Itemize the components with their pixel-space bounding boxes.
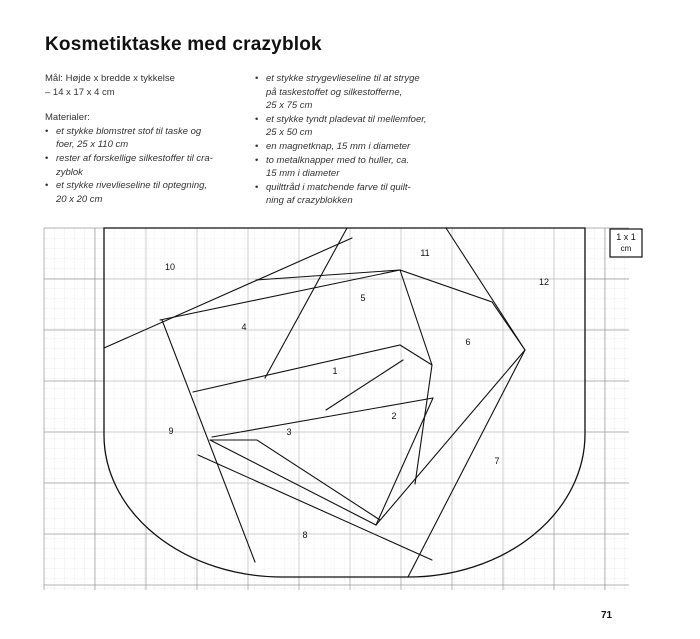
material-text: • to metalknapper med to huller, ca. [266, 154, 410, 166]
material-text: • et stykke blomstret stof til taske og [56, 125, 202, 137]
piece-number: 8 [302, 530, 308, 540]
material-text: ning af crazyblokken [266, 195, 353, 207]
page-title: Kosmetiktaske med crazyblok [45, 34, 322, 55]
piece-number: 5 [360, 293, 366, 303]
scale-label: cm [620, 244, 632, 253]
piece-number: 3 [286, 427, 292, 437]
material-text: • et stykke rivevlieseline til optegning, [56, 180, 208, 192]
material-text: 25 x 50 cm [266, 127, 313, 139]
page-number: 71 [601, 610, 613, 621]
scale-box [610, 229, 642, 257]
piece-number: 9 [168, 426, 174, 436]
material-text: 25 x 75 cm [266, 100, 313, 112]
piece-number: 2 [391, 411, 397, 421]
materials-heading: Materialer: [45, 112, 90, 124]
material-text: • et stykke tyndt pladevat til mellemfoer, [266, 113, 427, 125]
material-text: 20 x 20 cm [56, 193, 103, 205]
material-text: • quilttråd i matchende farve til quilt- [266, 181, 411, 193]
piece-number: 12 [538, 277, 550, 287]
piece-number: 7 [494, 456, 500, 466]
piece-number: 1 [332, 366, 338, 376]
piece-number: 11 [420, 248, 430, 258]
bag-outline [104, 228, 585, 577]
material-text: • rester af forskellige silkestoffer til cra- [56, 152, 213, 164]
material-text: • en magnetknap, 15 mm i diameter [266, 140, 411, 152]
scale-label: 1 x 1 [616, 232, 636, 242]
measures-line: – 14 x 17 x 4 cm [45, 86, 115, 98]
piece-number: 10 [164, 262, 176, 272]
material-text: • et stykke strygevlieseline til at stryge [266, 73, 420, 84]
piece-number: 6 [465, 337, 471, 347]
material-text: 15 mm i diameter [266, 168, 340, 180]
piece-number: 4 [241, 322, 247, 332]
material-text: på taskestoffet og silkestofferne, [266, 86, 403, 98]
measures-line: Mål: Højde x bredde x tykkelse [45, 73, 175, 84]
material-text: foer, 25 x 110 cm [56, 139, 129, 151]
material-text: zyblok [56, 166, 83, 178]
